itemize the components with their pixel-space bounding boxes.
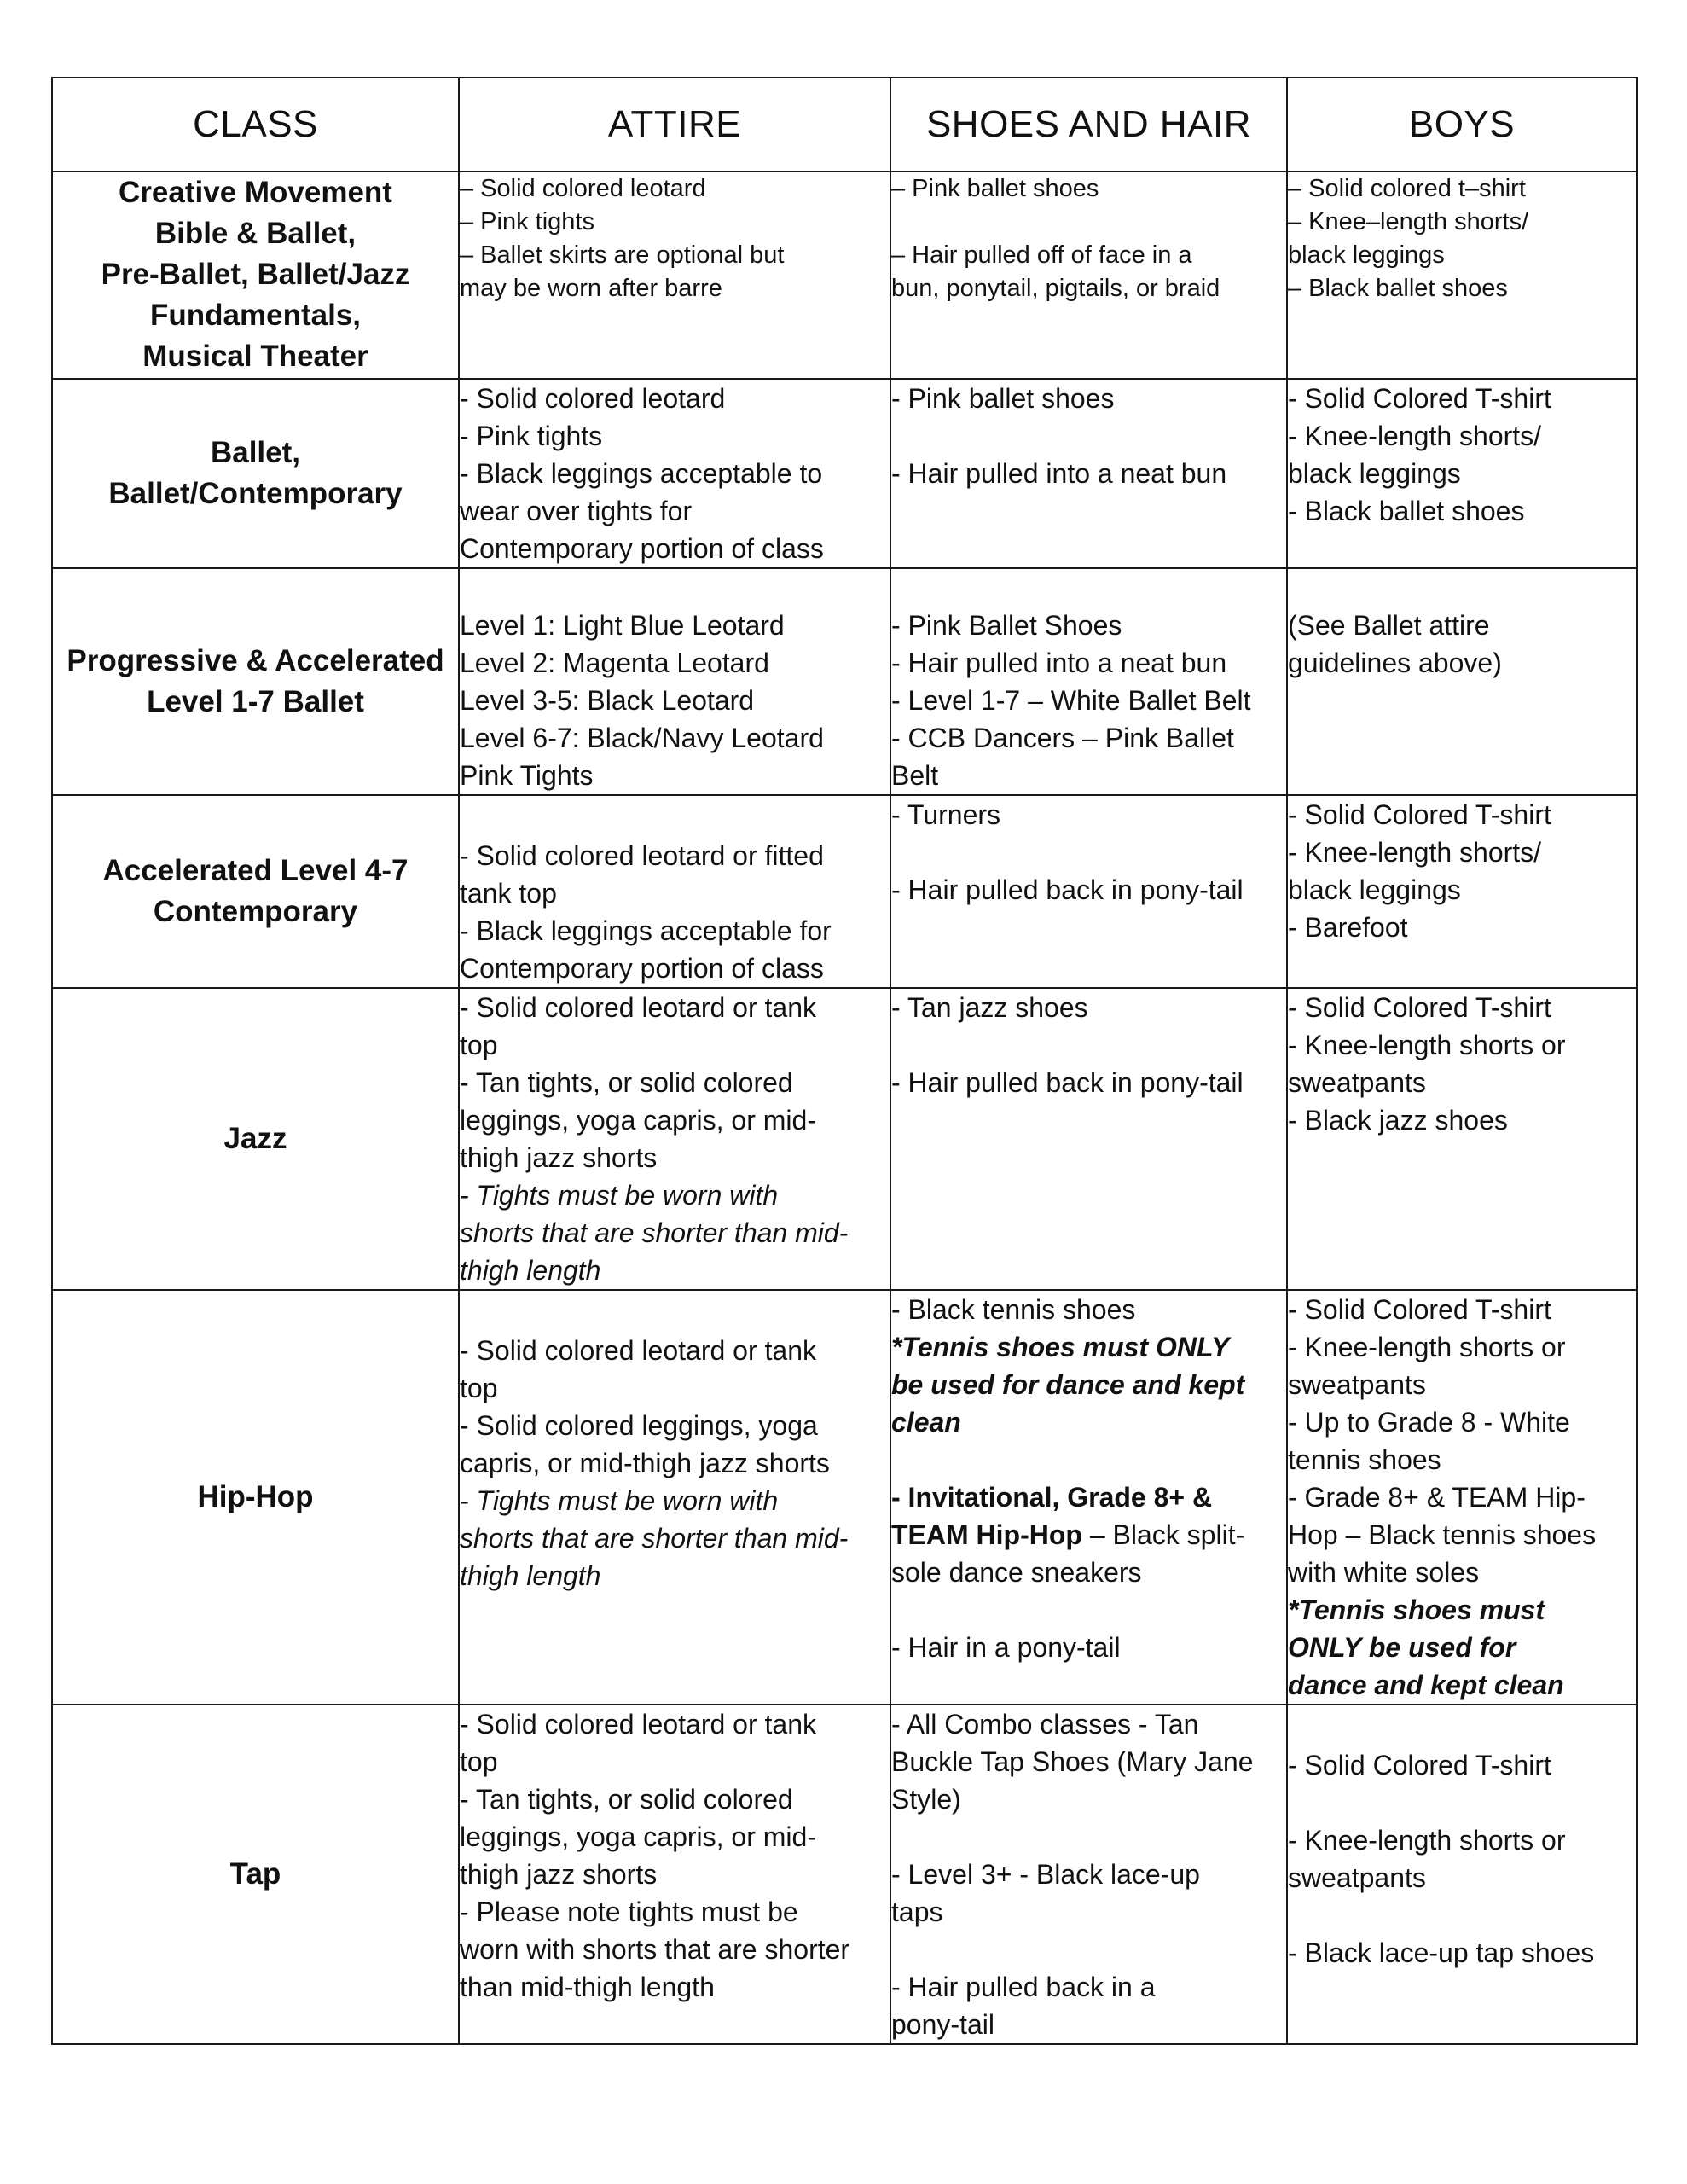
class-name-line: Accelerated Level 4-7 [102, 854, 409, 887]
attire-cell [459, 1290, 890, 1705]
table-row [52, 568, 1637, 795]
boys-line: – Solid colored t–shirt [1288, 175, 1526, 202]
shoes-line: sole dance sneakers [891, 1557, 1142, 1588]
boys-line: - Black jazz shoes [1288, 1105, 1508, 1136]
boys-line: sweatpants [1288, 1862, 1426, 1893]
boys-line: black leggings [1288, 458, 1461, 489]
boys-line: Hop – Black tennis shoes [1288, 1519, 1597, 1550]
shoes-hair-cell [890, 1705, 1287, 2044]
table-row [52, 1290, 1637, 1705]
boys-line: sweatpants [1288, 1369, 1426, 1400]
shoes-line: - Pink Ballet Shoes [891, 610, 1122, 641]
boys-cell [1287, 568, 1637, 795]
attire-note-line: thigh length [460, 1255, 601, 1286]
boys-line: - Knee-length shorts or [1288, 1332, 1566, 1362]
class-cell [52, 795, 459, 988]
boys-cell [1287, 1705, 1637, 2044]
boys-note-line: *Tennis shoes must [1288, 1594, 1545, 1625]
shoes-line: pony-tail [891, 2009, 994, 2040]
shoes-line: - Hair pulled back in pony-tail [891, 1067, 1244, 1098]
shoes-hair-cell [890, 795, 1287, 988]
class-name-line: Ballet, [210, 436, 301, 469]
boys-line: - Black ballet shoes [1288, 496, 1525, 526]
shoes-hair-cell [890, 988, 1287, 1290]
class-name-line: Musical Theater [142, 340, 368, 373]
class-name-line: Tap [229, 1857, 281, 1891]
boys-line: - Knee-length shorts/ [1288, 421, 1542, 451]
class-cell [52, 988, 459, 1290]
shoes-hair-cell [890, 568, 1287, 795]
attire-line: Level 3-5: Black Leotard [460, 685, 755, 716]
attire-note-line: - Tights must be worn with [460, 1180, 779, 1211]
boys-line: (See Ballet attire [1288, 610, 1490, 641]
attire-note-line: thigh length [460, 1560, 601, 1591]
shoes-line: - Hair pulled back in a [891, 1972, 1156, 2002]
class-cell [52, 568, 459, 795]
team-hiphop-text: – Black split- [1081, 1519, 1245, 1550]
attire-cell [459, 795, 890, 988]
attire-line: leggings, yoga capris, or mid- [460, 1105, 816, 1136]
boys-line: black leggings [1288, 241, 1445, 269]
attire-line: - Black leggings acceptable for [460, 915, 832, 946]
shoes-line: Buckle Tap Shoes (Mary Jane [891, 1746, 1254, 1777]
attire-line: thigh jazz shorts [460, 1142, 658, 1173]
attire-line: top [460, 1746, 498, 1777]
shoes-line: - All Combo classes - Tan [891, 1709, 1199, 1740]
attire-line: tank top [460, 878, 557, 909]
shoes-note-line: *Tennis shoes must ONLY [891, 1332, 1230, 1362]
boys-line: tennis shoes [1288, 1444, 1441, 1475]
class-name-line: Creative Movement [119, 176, 392, 209]
class-name-line: Level 1-7 Ballet [147, 685, 364, 718]
attire-line: than mid-thigh length [460, 1972, 715, 2002]
attire-note-line: - Tights must be worn with [460, 1485, 779, 1516]
attire-line: - Solid colored leggings, yoga [460, 1410, 818, 1441]
boys-line: guidelines above) [1288, 648, 1502, 678]
shoes-note-line: be used for dance and kept [891, 1369, 1245, 1400]
attire-line: Level 2: Magenta Leotard [460, 648, 769, 678]
shoes-note-line: clean [891, 1407, 961, 1438]
attire-note-line: shorts that are shorter than mid- [460, 1523, 849, 1554]
attire-note-line: shorts that are shorter than mid- [460, 1217, 849, 1248]
attire-line: - Solid colored leotard or tank [460, 992, 816, 1023]
class-name-line: Bible & Ballet, [154, 217, 357, 250]
boys-cell [1287, 988, 1637, 1290]
boys-line: - Solid Colored T-shirt [1288, 1294, 1551, 1325]
class-name-line: Contemporary [153, 895, 358, 928]
table-row [52, 988, 1637, 1290]
attire-cell [459, 988, 890, 1290]
class-cell [52, 1290, 459, 1705]
attire-line: - Black leggings acceptable to [460, 458, 823, 489]
shoes-line: - Hair pulled into a neat bun [891, 458, 1227, 489]
boys-line: - Knee-length shorts/ [1288, 837, 1542, 868]
attire-line: worn with shorts that are shorter [460, 1934, 850, 1965]
boys-cell [1287, 1290, 1637, 1705]
header-attire: ATTIRE [459, 78, 890, 171]
boys-note-line: dance and kept clean [1288, 1670, 1564, 1700]
class-name-line: Fundamentals, [150, 299, 361, 332]
attire-line: wear over tights for [460, 496, 693, 526]
attire-line: - Please note tights must be [460, 1896, 798, 1927]
boys-line: - Solid Colored T-shirt [1288, 799, 1551, 830]
boys-line: - Knee-length shorts or [1288, 1825, 1566, 1856]
shoes-line: taps [891, 1896, 943, 1927]
header-shoes-and-hair: SHOES AND HAIR [890, 78, 1287, 171]
attire-line: - Tan tights, or solid colored [460, 1784, 793, 1815]
shoes-line: – Pink ballet shoes [891, 175, 1099, 202]
header-class: CLASS [52, 78, 459, 171]
boys-cell [1287, 379, 1637, 568]
shoes-line: - Hair pulled into a neat bun [891, 648, 1227, 678]
attire-line: - Solid colored leotard or tank [460, 1335, 816, 1366]
attire-line: – Solid colored leotard [460, 175, 706, 202]
attire-cell [459, 171, 890, 379]
shoes-line: – Hair pulled off of face in a [891, 241, 1192, 269]
shoes-line: Belt [891, 760, 939, 791]
team-hiphop-label: - Invitational, Grade 8+ & [891, 1482, 1213, 1513]
boys-line: black leggings [1288, 874, 1461, 905]
boys-line: - Solid Colored T-shirt [1288, 383, 1551, 414]
table-row [52, 171, 1637, 379]
attire-line: Pink Tights [460, 760, 594, 791]
attire-line: - Pink tights [460, 421, 603, 451]
attire-cell [459, 379, 890, 568]
attire-line: Level 6-7: Black/Navy Leotard [460, 723, 824, 753]
boys-line: sweatpants [1288, 1067, 1426, 1098]
shoes-hair-cell [890, 1290, 1287, 1705]
attire-line: - Solid colored leotard or tank [460, 1709, 816, 1740]
shoes-line: - Turners [891, 799, 1001, 830]
attire-line: thigh jazz shorts [460, 1859, 658, 1890]
team-hiphop-label: TEAM Hip-Hop [891, 1519, 1082, 1550]
attire-line: Level 1: Light Blue Leotard [460, 610, 785, 641]
attire-line: - Tan tights, or solid colored [460, 1067, 793, 1098]
class-name-line: Progressive & Accelerated [67, 644, 444, 677]
attire-line: – Pink tights [460, 208, 594, 235]
attire-line: - Solid colored leotard [460, 383, 726, 414]
shoes-line: bun, ponytail, pigtails, or braid [891, 275, 1220, 302]
boys-line: - Solid Colored T-shirt [1288, 992, 1551, 1023]
attire-line: capris, or mid-thigh jazz shorts [460, 1448, 830, 1478]
team-hiphop-line [891, 1516, 1286, 1554]
shoes-hair-cell [890, 171, 1287, 379]
boys-cell [1287, 795, 1637, 988]
shoes-line: - Level 3+ - Black lace-up [891, 1859, 1200, 1890]
table-row [52, 379, 1637, 568]
class-cell [52, 379, 459, 568]
attire-line: top [460, 1030, 498, 1060]
table-row [52, 1705, 1637, 2044]
boys-line: - Black lace-up tap shoes [1288, 1937, 1595, 1968]
attire-line: Contemporary portion of class [460, 533, 824, 564]
attire-line: top [460, 1373, 498, 1403]
boys-line: - Grade 8+ & TEAM Hip- [1288, 1482, 1586, 1513]
attire-cell [459, 1705, 890, 2044]
shoes-line: Style) [891, 1784, 961, 1815]
shoes-line: - Black tennis shoes [891, 1294, 1136, 1325]
header-row [52, 78, 1637, 171]
class-name-line: Hip-Hop [197, 1480, 314, 1513]
boys-cell [1287, 171, 1637, 379]
attire-line: Contemporary portion of class [460, 953, 824, 984]
boys-line: – Black ballet shoes [1288, 275, 1508, 302]
shoes-hair-cell [890, 379, 1287, 568]
attire-line: - Solid colored leotard or fitted [460, 840, 824, 871]
class-name-line: Ballet/Contemporary [108, 477, 403, 510]
class-name-line: Pre-Ballet, Ballet/Jazz [101, 258, 410, 291]
attire-line: leggings, yoga capris, or mid- [460, 1821, 816, 1852]
shoes-line: - Hair pulled back in pony-tail [891, 874, 1244, 905]
boys-line: with white soles [1288, 1557, 1480, 1588]
class-cell [52, 171, 459, 379]
shoes-line: - Level 1-7 – White Ballet Belt [891, 685, 1251, 716]
shoes-line: - Hair in a pony-tail [891, 1632, 1121, 1663]
boys-line: - Knee-length shorts or [1288, 1030, 1566, 1060]
table-row [52, 795, 1637, 988]
class-cell [52, 1705, 459, 2044]
attire-line: – Ballet skirts are optional but [460, 241, 785, 269]
attire-cell [459, 568, 890, 795]
header-boys: BOYS [1287, 78, 1637, 171]
shoes-line: - Tan jazz shoes [891, 992, 1088, 1023]
boys-line: - Barefoot [1288, 912, 1408, 943]
attire-guidelines-table [51, 77, 1638, 2045]
boys-line: - Up to Grade 8 - White [1288, 1407, 1570, 1438]
boys-line: – Knee–length shorts/ [1288, 208, 1529, 235]
boys-note-line: ONLY be used for [1288, 1632, 1516, 1663]
boys-line: - Solid Colored T-shirt [1288, 1750, 1551, 1780]
shoes-line: - CCB Dancers – Pink Ballet [891, 723, 1234, 753]
attire-line: may be worn after barre [460, 275, 722, 302]
shoes-line: - Pink ballet shoes [891, 383, 1115, 414]
class-name-line: Jazz [223, 1122, 287, 1155]
